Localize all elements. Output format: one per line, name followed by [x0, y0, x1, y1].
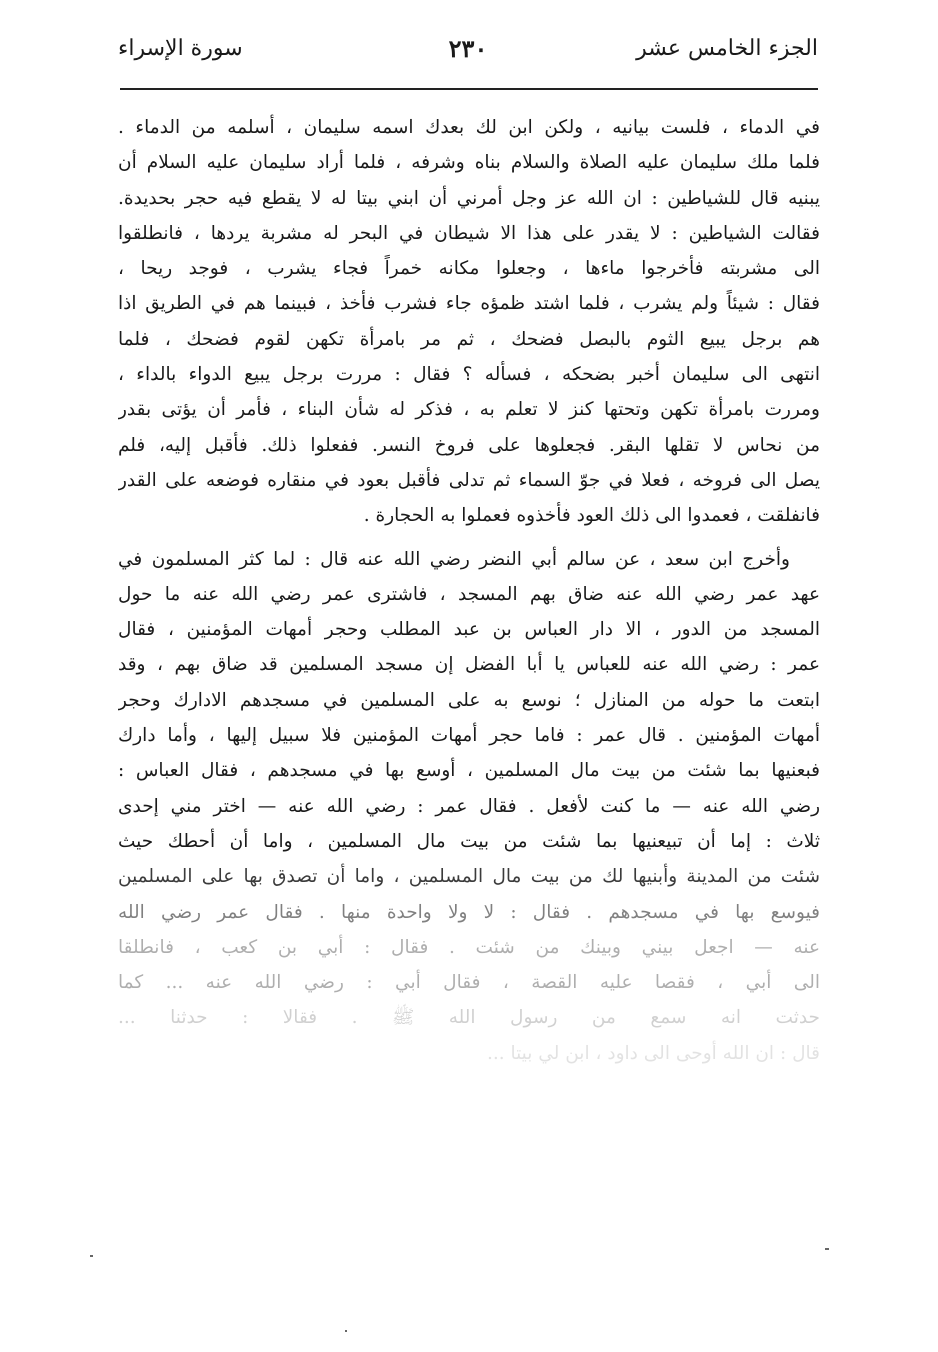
running-header	[118, 32, 818, 76]
text-line: يصل الى فروخه ، فعلا في جوّ السماء ثم تدلى فأقبل بعود في منقاره فوضعه على القدر	[118, 469, 820, 491]
paragraph	[118, 110, 820, 534]
page-number: ٢٣٠	[448, 34, 488, 63]
text-line: رضي الله عنه — ما كنت لأفعل . فقال عمر : رضي الله عنه — اختر مني إحدى	[118, 795, 820, 817]
text-line: ابتعت ما حوله من المنازل ؛ نوسع به على المسلمين في مسجدهم الادارك وحجر	[118, 689, 820, 711]
text-line: فقال : شيئاً ولم يشرب ، فلما اشتد ظمؤه جاء فشرب فأخذ ، فبينما هم في الطريق اذا	[118, 293, 820, 315]
text-line: فبعنيها بما شئت من بيت مال المسلمين ، أوسع بها في مسجدهم ، فقال العباس :	[118, 760, 820, 782]
page-body	[118, 110, 820, 1071]
text-line: من نحاس لا تقلها البقر. فجعلوها على فروخ النسر. ففعلوا ذلك. فأقبل إليه، فلم	[118, 434, 820, 456]
scan-speck	[345, 1330, 347, 1332]
text-line: عنه — اجعل بيني وبينك من شئت . فقال : أبي بن كعب ، فانطلقا	[118, 936, 820, 958]
text-line: المسجد من الدور ، الا دار العباس بن عبد المطلب وحجر أمهات المؤمنين ، فقال	[118, 619, 820, 641]
paragraph-gap	[118, 534, 820, 542]
text-line: عمر : رضي الله عنه للعباس يا أبا الفضل إن مسجد المسلمين قد ضاق بهم ، وقد	[118, 654, 820, 676]
header-surah-title: سورة الإسراء	[118, 36, 243, 61]
header-part-title: الجزء الخامس عشر	[636, 36, 818, 61]
text-line: حدثت انه سمع من رسول الله ﷺ . فقالا : حدثنا ...	[118, 1007, 820, 1029]
text-line: انتهى الى سليمان أخبر بضحكه ، فسأله ؟ فقال : مررت برجل يبيع الدواء بالداء ،	[118, 364, 820, 386]
text-line: عهد عمر رضي الله عنه ضاق بهم المسجد ، فاشترى عمر رضي الله عنه ما حول	[118, 583, 820, 605]
text-line: فيوسع بها في مسجدهم . فقال : لا ولا واحدة منها . فقال عمر رضي الله	[118, 901, 820, 923]
text-line: وأخرج ابن سعد ، عن سالم أبي النضر رضي الله عنه قال : لما كثر المسلمون في	[118, 548, 790, 570]
text-line: شئت من المدينة وأبنيها لك من بيت مال المسلمين ، واما أن تصدق بها على المسلمين	[118, 866, 820, 888]
text-line: أمهات المؤمنين . قال عمر : فاما حجر أمهات المؤمنين فلا سبيل إليها ، وأما دارك	[118, 725, 820, 747]
text-line: الى مشربته فأخرجوا ماءها ، وجعلوا مكانه خمراً فجاء يشرب ، فوجد ريحا ،	[118, 258, 820, 280]
scan-speck	[825, 1248, 829, 1250]
text-line: ومررت بامرأة تكهن وتحتها كنز لا تعلم به ، فذكر له شأن البناء ، فأمر أن يؤتى بقدر	[118, 399, 820, 421]
header-divider	[120, 88, 818, 90]
text-line: فانفلقت ، فعمدوا الى ذلك العود فأخذوه فعملوا به الحجارة .	[363, 505, 820, 527]
paragraph	[118, 542, 820, 1071]
text-line: ثلاث : إما أن تبيعنيها بما شئت من بيت مال المسلمين ، واما أن أحطك حيث	[118, 830, 820, 852]
text-line: فقالت الشياطين : لا يقدر على هذا الا شيطان في البحر له مشربة يردها ، فانطلقوا	[118, 222, 820, 244]
text-line: يبنيه قال للشياطين : ان الله عز وجل أمرني أن ابني بيتا له لا يقطع فيه حجر بحديدة.	[118, 187, 820, 209]
text-line: فلما ملك سليمان عليه الصلاة والسلام بناه وشرفه ، فلما أراد سليمان عليه السلام أن	[118, 152, 820, 174]
text-line: الى أبي ، فقصا عليه القصة ، فقال أبي : رضي الله عنه ... كما	[118, 972, 820, 994]
scan-speck	[90, 1255, 93, 1257]
text-line: هم برجل يبيع الثوم بالبصل فضحك ، ثم مر بامرأة تكهن لقوم فضحك ، فلما	[118, 328, 820, 350]
text-line: قال : ان الله أوحى الى داود ، ابن لي بيتا ...	[486, 1042, 820, 1064]
text-line: في الدماء ، فلست بيانيه ، ولكن ابن لك بعدك اسمه سليمان ، أسلمه من الدماء .	[118, 117, 820, 138]
